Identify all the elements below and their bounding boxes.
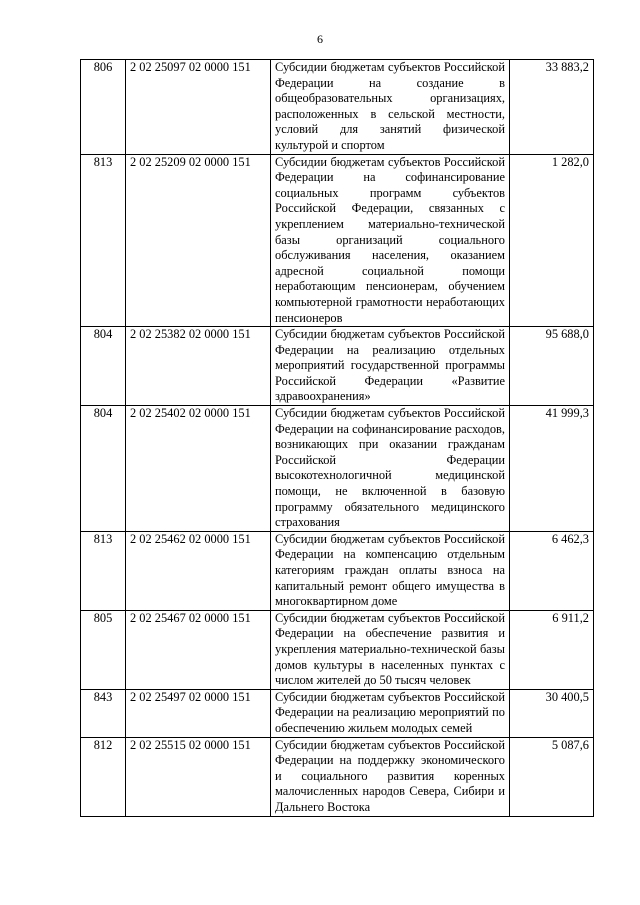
admin-code-cell: 843: [81, 689, 126, 737]
amount-cell: 1 282,0: [510, 154, 594, 327]
amount-cell: 41 999,3: [510, 406, 594, 532]
table-row: [81, 737, 594, 816]
admin-code-cell: 813: [81, 531, 126, 610]
description-cell: Субсидии бюджетам субъектов Российской Федерации на компенсацию отдельным категориям граждан оплаты взноса на капитальный ремонт общего имущества в многоквартирном доме: [271, 531, 510, 610]
table-row: [81, 406, 594, 532]
table-row: [81, 689, 594, 737]
description-cell: Субсидии бюджетам субъектов Российской Федерации на софинансирование социальных программ субъектов Российской Федерации, связанных с укреплением материально-технической базы организаций социального обслуживания населения, оказанием адресной социальной помощи неработающим пенсионерам, обучением компьютерной грамотности неработающих пенсионеров: [271, 154, 510, 327]
classification-code-cell: 2 02 25097 02 0000 151: [126, 60, 271, 155]
description-cell: Субсидии бюджетам субъектов Российской Федерации на обеспечение развития и укрепления материально-технической базы домов культуры в населенных пунктах с числом жителей до 50 тысяч человек: [271, 610, 510, 689]
amount-cell: 33 883,2: [510, 60, 594, 155]
admin-code-cell: 805: [81, 610, 126, 689]
admin-code-cell: 812: [81, 737, 126, 816]
classification-code-cell: 2 02 25467 02 0000 151: [126, 610, 271, 689]
page-number: 6: [317, 32, 323, 46]
description-cell: Субсидии бюджетам субъектов Российской Федерации на софинансирование расходов, возникающих при оказании гражданам Российской Федерации высокотехнологичной медицинской помощи, не включенной в базовую программу обязательного медицинского страхования: [271, 406, 510, 532]
classification-code-cell: 2 02 25515 02 0000 151: [126, 737, 271, 816]
classification-code-cell: 2 02 25462 02 0000 151: [126, 531, 271, 610]
amount-cell: 6 462,3: [510, 531, 594, 610]
admin-code-cell: 806: [81, 60, 126, 155]
table-row: [81, 154, 594, 327]
amount-cell: 30 400,5: [510, 689, 594, 737]
table-row: [81, 60, 594, 155]
table-row: [81, 531, 594, 610]
budget-revenue-table: [80, 59, 594, 817]
amount-cell: 5 087,6: [510, 737, 594, 816]
classification-code-cell: 2 02 25402 02 0000 151: [126, 406, 271, 532]
description-cell: Субсидии бюджетам субъектов Российской Федерации на создание в общеобразовательных организациях, расположенных в сельской местности, условий для занятий физической культурой и спортом: [271, 60, 510, 155]
admin-code-cell: 813: [81, 154, 126, 327]
classification-code-cell: 2 02 25382 02 0000 151: [126, 327, 271, 406]
admin-code-cell: 804: [81, 327, 126, 406]
amount-cell: 95 688,0: [510, 327, 594, 406]
description-cell: Субсидии бюджетам субъектов Российской Федерации на реализацию мероприятий по обеспечению жильем молодых семей: [271, 689, 510, 737]
table-row: [81, 327, 594, 406]
classification-code-cell: 2 02 25497 02 0000 151: [126, 689, 271, 737]
table-row: [81, 610, 594, 689]
classification-code-cell: 2 02 25209 02 0000 151: [126, 154, 271, 327]
description-cell: Субсидии бюджетам субъектов Российской Федерации на реализацию отдельных мероприятий государственной программы Российской Федерации «Развитие здравоохранения»: [271, 327, 510, 406]
amount-cell: 6 911,2: [510, 610, 594, 689]
admin-code-cell: 804: [81, 406, 126, 532]
description-cell: Субсидии бюджетам субъектов Российской Федерации на поддержку экономического и социального развития коренных малочисленных народов Севера, Сибири и Дальнего Востока: [271, 737, 510, 816]
